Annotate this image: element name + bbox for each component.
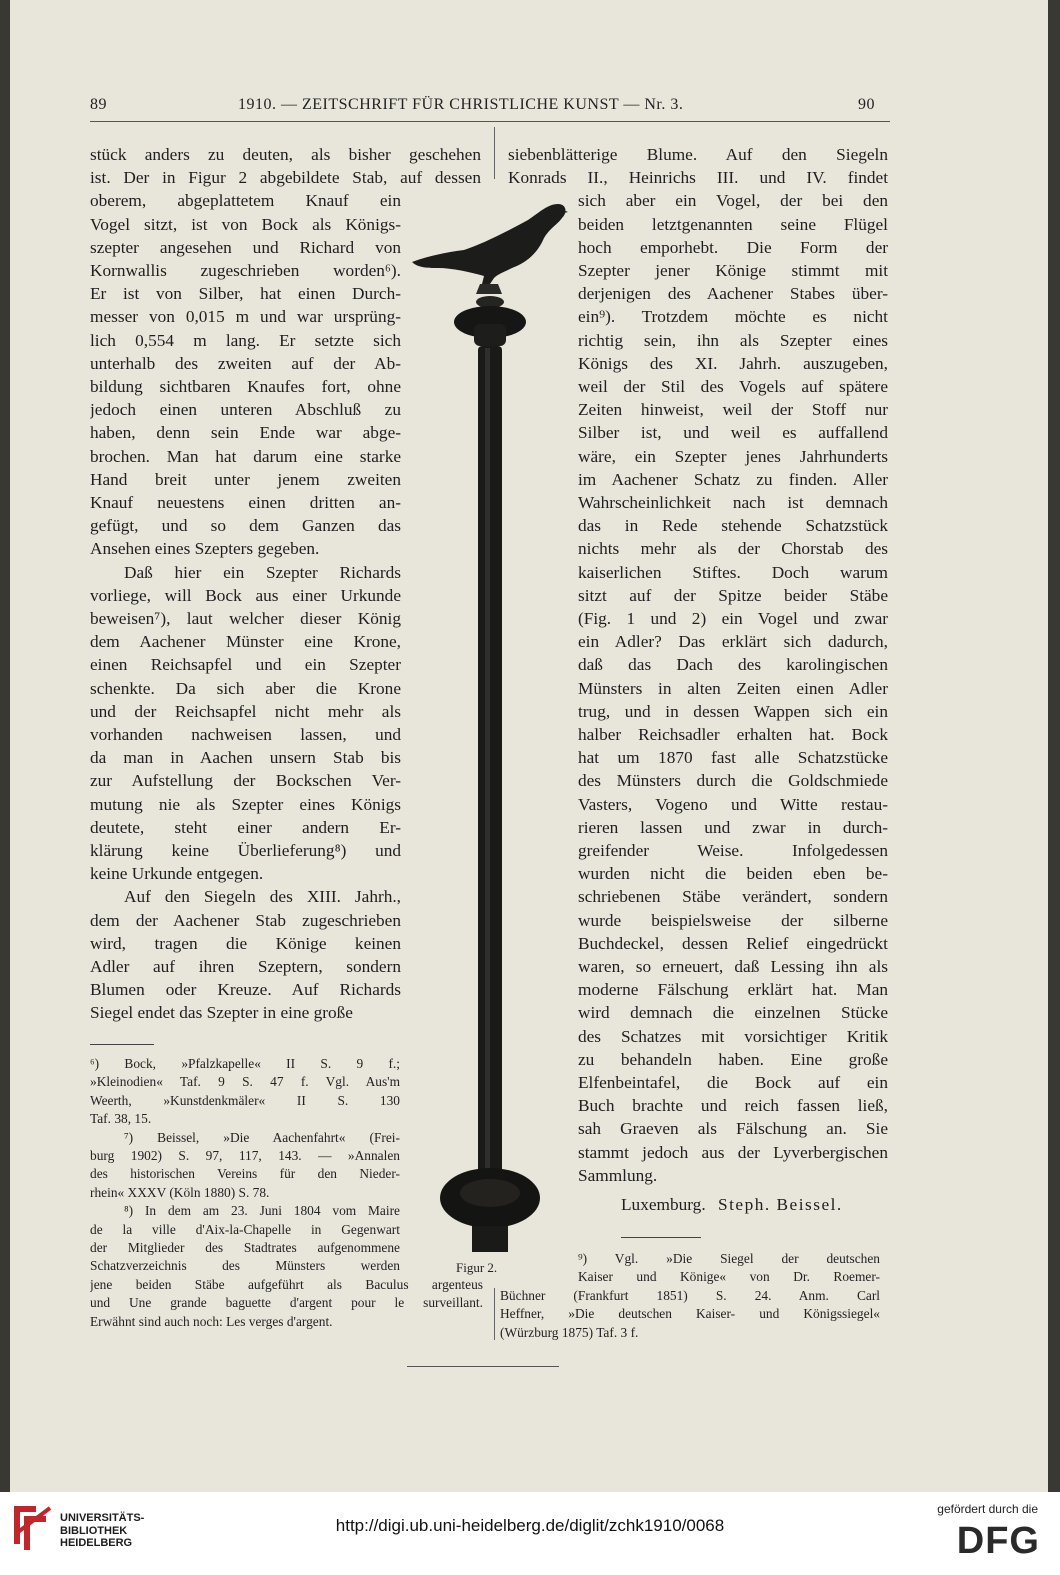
body-line: moderne Fälschung erklärt hat. Man — [578, 980, 888, 1000]
body-line: beiden letztgenannten seine Flügel — [578, 214, 888, 234]
body-line: haben, denn sein Ende war abge- — [90, 423, 401, 443]
scanned-page — [10, 0, 1048, 1492]
body-line: gefügt, und so dem Ganzen das — [90, 516, 401, 536]
body-line: schenkte. Da sich aber die Krone — [90, 678, 401, 698]
footnote-line: Heffner, »Die deutschen Kaiser- und Königssiegel« — [500, 1306, 880, 1322]
dfg-logo[interactable]: DFG — [956, 1520, 1040, 1562]
body-line: dem Aachener Münster eine Krone, — [90, 632, 401, 652]
body-line: daß das Dach des karolingischen — [578, 655, 888, 675]
footnote-line: Büchner (Frankfurt 1851) S. 24. Anm. Carl — [500, 1287, 880, 1303]
body-line: Wahrscheinlichkeit nach ist demnach — [578, 493, 888, 512]
body-line: Siegel endet das Szepter in eine große — [90, 1003, 353, 1023]
footnote-line: Schatzverzeichnis des Münsters werden — [90, 1258, 400, 1274]
body-line: Auf den Siegeln des XIII. Jahrh., — [124, 887, 401, 907]
body-line: Buch brachte und reich fassen ließ, — [578, 1096, 888, 1116]
body-line: Sammlung. — [578, 1165, 658, 1185]
footnote-line: und Une grande baguette d'argent pour le surveillant. — [90, 1295, 483, 1311]
footnote-line: (Würzburg 1875) Taf. 3 f. — [500, 1324, 639, 1340]
body-line: sich aber ein Vogel, der bei den — [578, 191, 888, 211]
body-line: beweisen⁷), laut welcher dieser König — [90, 609, 401, 628]
body-line: derjenigen des Aachener Stabes über- — [578, 284, 888, 304]
body-line: Konrads II., Heinrichs III. und IV. findet — [508, 168, 888, 188]
body-line: messer von 0,015 m und war ursprüng- — [90, 307, 401, 327]
body-line: klärung keine Überlieferung⁸) und — [90, 841, 401, 860]
header-rule — [90, 121, 890, 122]
body-line: hoch emporhebt. Die Form der — [578, 237, 888, 257]
body-line: schriebenen Stäbe verändert, sondern — [578, 887, 888, 907]
body-line: und der Reichsapfel nicht mehr als — [90, 701, 401, 721]
footnote-line: rhein« XXXV (Köln 1880) S. 78. — [90, 1184, 270, 1200]
body-line: stammt jedoch aus der Lyverbergischen — [578, 1142, 888, 1162]
body-line: wird demnach die einzelnen Stücke — [578, 1003, 888, 1023]
body-line: Daß hier ein Szepter Richards — [124, 562, 401, 582]
footnote-line: Taf. 38, 15. — [90, 1111, 152, 1127]
body-line: ein Adler? Das erklärt sich dadurch, — [578, 632, 888, 652]
body-line: wird, tragen die Könige keinen — [90, 933, 401, 953]
lower-knob-highlight — [460, 1179, 520, 1207]
body-line: Knauf neuestens einen dritten an- — [90, 493, 401, 512]
body-line: Er ist von Silber, hat einen Durch- — [90, 284, 401, 304]
body-line: oberem, abgeplattetem Knauf ein — [90, 191, 401, 211]
footnote-line: ⁶) Bock, »Pfalzkapelle« II S. 9 f.; — [90, 1056, 400, 1071]
body-line: unterhalb des zweiten auf der Ab- — [90, 353, 401, 373]
body-line: Adler auf ihren Szeptern, sondern — [90, 957, 401, 976]
body-line: jedoch einen unteren Abschluß zu — [90, 400, 401, 420]
body-line: halber Reichsadler erhalten hat. Bock — [578, 725, 888, 744]
body-line: sah Graeven als Fälschung an. Sie — [578, 1119, 888, 1139]
body-line: vorliege, will Bock aus einer Urkunde — [90, 585, 401, 605]
body-line: des Münsters durch die Goldschmiede — [578, 771, 888, 791]
body-line: (Fig. 1 und 2) ein Vogel und zwar — [578, 609, 888, 628]
column-divider-top — [494, 127, 495, 179]
body-line: nichts mehr als der Chorstab des — [578, 539, 888, 559]
body-line: kaiserlichen Stiftes. Doch warum — [578, 562, 888, 582]
footnote-line: ⁷) Beissel, »Die Aachenfahrt« (Frei- — [124, 1129, 400, 1145]
footnote-line: »Kleinodien« Taf. 9 S. 47 f. Vgl. Aus'm — [90, 1074, 400, 1090]
body-line: bildung sichtbaren Knaufes fort, ohne — [90, 377, 401, 396]
footnote-line: Weerth, »Kunstdenkmäler« II S. 130 — [90, 1092, 400, 1108]
body-line: Buchdeckel, dessen Relief eingedrückt — [578, 933, 888, 953]
body-line: zur Aufstellung der Bockschen Ver- — [90, 771, 401, 791]
body-line: des Schatzes mit vorsichtiger Kritik — [578, 1026, 888, 1046]
body-line: wurde beispielsweise der silberne — [578, 910, 888, 930]
body-line: Zeiten hinweist, weil der Stoff nur — [578, 400, 888, 420]
upper-knob-neck — [474, 324, 506, 346]
body-line: ein⁹). Trotzdem möchte es nicht — [578, 307, 888, 327]
body-line: sitzt auf der Spitze beider Stäbe — [578, 585, 888, 605]
body-line: einen Reichsapfel und ein Szepter — [90, 655, 401, 675]
body-line: wurden nicht die beiden eben be- — [578, 864, 888, 884]
column-divider-bottom — [494, 1288, 495, 1340]
footnote-line: de la ville d'Aix-la-Chapelle in Gegenwart — [90, 1221, 400, 1237]
body-line: rieren lassen und zwar in durch- — [578, 817, 888, 837]
footnote-line: jene beiden Stäbe aufgeführt als Baculus argenteus — [90, 1276, 483, 1292]
viewer-footer — [0, 1492, 1060, 1575]
finial-stem — [476, 284, 502, 294]
body-line: im Aachener Schatz zu finden. Aller — [578, 469, 888, 489]
bird-finial — [412, 204, 568, 284]
body-line: waren, so erneuert, daß Lessing ihn als — [578, 957, 888, 976]
body-line: Kornwallis zugeschrieben worden⁶). — [90, 261, 401, 280]
body-line: Hand breit unter jenem zweiten — [90, 469, 401, 489]
footnote-line: Kaiser und Könige« von Dr. Roemer- — [578, 1269, 880, 1285]
body-line: trug, und in dessen Wappen sich ein — [578, 701, 888, 721]
footnote-line: Erwähnt sind auch noch: Les verges d'argent. — [90, 1313, 333, 1329]
body-line: da man in Aachen unsern Stab bis — [90, 748, 401, 768]
university-library-name: UNIVERSITÄTS- BIBLIOTHEK HEIDELBERG — [60, 1512, 145, 1549]
body-line: dem der Aachener Stab zugeschrieben — [90, 910, 401, 930]
rod-highlight — [485, 348, 490, 1176]
footnote-line: ⁸) In dem am 23. Juni 1804 vom Maire — [124, 1203, 400, 1219]
body-line: zu behandeln haben. Eine große — [578, 1049, 888, 1069]
body-line: siebenblätterige Blume. Auf den Siegeln — [508, 145, 888, 164]
signature-place: Luxemburg. — [621, 1195, 706, 1214]
footnote-line: ⁹) Vgl. »Die Siegel der deutschen — [578, 1251, 880, 1266]
body-line: Szepter jener Könige stimmt mit — [578, 261, 888, 280]
body-line: szepter angesehen und Richard von — [90, 237, 401, 257]
funding-label: gefördert durch die — [937, 1502, 1038, 1516]
body-line: Königs des XI. Jahrh. auszugeben, — [578, 353, 888, 373]
body-line: das in Rede stehende Schatzstück — [578, 516, 888, 536]
body-line: Vasters, Vogeno und Witte restau- — [578, 794, 888, 814]
body-line: greifender Weise. Infolgedessen — [578, 841, 888, 860]
body-line: keine Urkunde entgegen. — [90, 864, 264, 884]
body-line: mutung nie als Szepter eines Königs — [90, 794, 401, 814]
body-line: deutete, steht einer andern Er- — [90, 817, 401, 837]
scepter-figure — [408, 198, 578, 1254]
body-line: Ansehen eines Szepters gegeben. — [90, 539, 320, 559]
footnote-rule-left — [90, 1044, 154, 1045]
footnote-line: der Mitglieder des Stadtrates aufgenommene — [90, 1240, 400, 1255]
body-line: Vogel sitzt, ist von Bock als Königs- — [90, 214, 401, 234]
running-title: 1910. — ZEITSCHRIFT FÜR CHRISTLICHE KUNST — Nr. 3. — [238, 96, 684, 113]
permalink-url[interactable]: http://digi.ub.uni-heidelberg.de/diglit/zchk1910/0068 — [335, 1516, 725, 1535]
body-line: lich 0,554 m lang. Er setzte sich — [90, 330, 401, 350]
footnote-line: burg 1902) S. 97, 117, 143. — »Annalen — [90, 1148, 400, 1163]
signature-rule — [621, 1237, 701, 1238]
signature-author: Steph. Beissel. — [718, 1195, 843, 1214]
footnote-line: des historischen Vereins für den Nieder- — [90, 1166, 400, 1182]
body-line: stück anders zu deuten, als bisher geschehen — [90, 145, 481, 164]
body-line: hat um 1870 fast alle Schatzstücke — [578, 748, 888, 768]
body-line: wäre, ein Szepter jenes Jahrhunderts — [578, 446, 888, 466]
figure-caption: Figur 2. — [456, 1260, 498, 1275]
scepter-base — [472, 1226, 508, 1252]
page-number-left: 89 — [90, 96, 107, 113]
body-line: richtig sein, ihn als Szepter eines — [578, 330, 888, 350]
body-line: Münsters in alten Zeiten einen Adler — [578, 678, 888, 698]
bottom-rule — [407, 1366, 559, 1367]
page-number-right: 90 — [858, 96, 875, 113]
body-line: brochen. Man hat darum eine starke — [90, 446, 401, 466]
body-line: vorhanden nachweisen lassen, und — [90, 725, 401, 744]
body-line: Elfenbeintafel, die Bock auf ein — [578, 1073, 888, 1092]
body-line: weil der Stil des Vogels auf spätere — [578, 377, 888, 396]
body-line: Blumen oder Kreuze. Auf Richards — [90, 980, 401, 1000]
body-line: ist. Der in Figur 2 abgebildete Stab, auf dessen — [90, 168, 481, 188]
body-line: Silber ist, und weil es auffallend — [578, 423, 888, 443]
